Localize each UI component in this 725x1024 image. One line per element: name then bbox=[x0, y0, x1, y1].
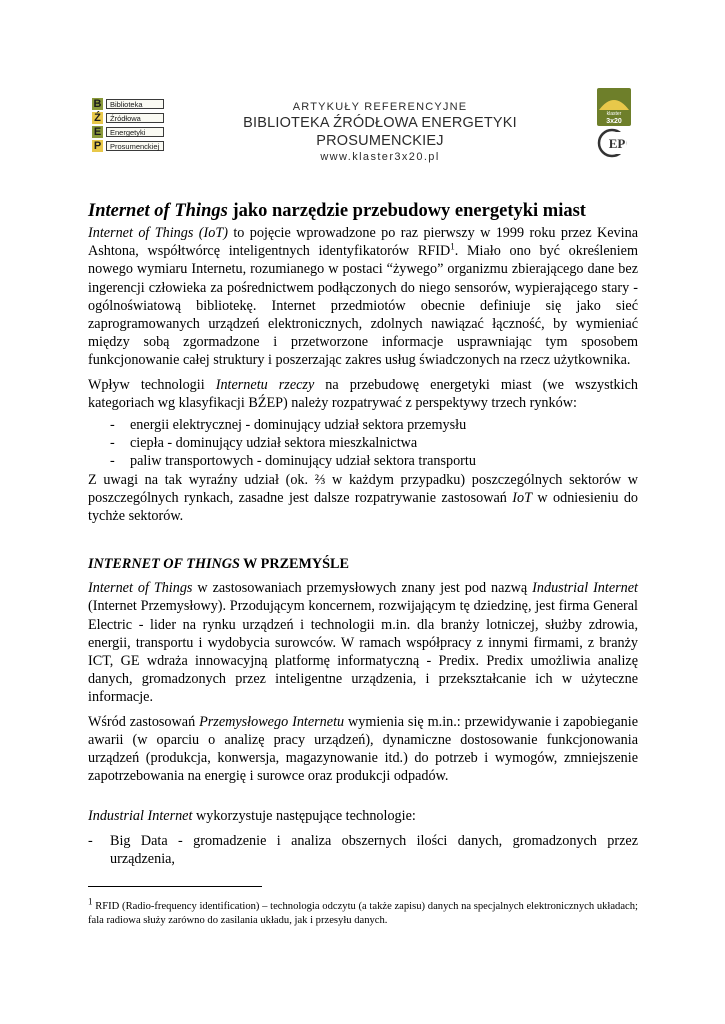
intro-paragraph-3 bbox=[88, 471, 638, 526]
text: na przebudowę energetyki miast (we wszystkich kategoriach wg klasyfikacji BŹEP) należy rozpatrywać z perspektywy trzech rynków: bbox=[88, 376, 638, 411]
bzep-letter: E bbox=[93, 126, 102, 138]
header-title: BIBLIOTEKA ŹRÓDŁOWA ENERGETYKI PROSUMENCKIEJ bbox=[243, 115, 517, 149]
text-italic: Industrial Internet bbox=[88, 808, 193, 825]
section-heading-rest: W PRZEMYŚLE bbox=[239, 556, 349, 573]
klaster-logo-number: 3x20 bbox=[606, 118, 622, 125]
markets-list bbox=[88, 416, 638, 471]
bzep-logo-row bbox=[92, 140, 166, 152]
bullet-dash: - bbox=[110, 453, 115, 470]
intro-paragraph-2 bbox=[88, 376, 638, 412]
text-italic: Przemysłowego Internetu bbox=[199, 713, 345, 730]
page-header bbox=[88, 92, 633, 162]
section-heading bbox=[88, 555, 638, 573]
list-item bbox=[88, 452, 638, 470]
header-kicker: ARTYKUŁY REFERENCYJNE bbox=[292, 101, 468, 113]
section-paragraph-3 bbox=[88, 807, 638, 825]
header-url: www.klaster3x20.pl bbox=[320, 151, 440, 163]
bzep-letter: P bbox=[93, 140, 102, 152]
section-paragraph-2 bbox=[88, 713, 638, 786]
section-heading-italic: INTERNET OF THINGS bbox=[88, 556, 240, 573]
list-item-text: paliw transportowych - dominujący udział sektora transportu bbox=[130, 453, 476, 470]
text: . Miało ono być określeniem nowego wymiaru Internetu, rozumianego w postaci “żywego” organizmu zbierającego dane bez ingerencji człowieka za pośrednictwem podłączonych do niego sensorów, wypierającego stary - ogólnoświatową bibliotekę. Internet przedmiotów obecnie definiuje się jako sieć zaprogramowanych urządzeń elektronicznych, zdolnych nawiązać łączność, by wymieniać między sobą zgormadzone i przetworzone informacje usprawniając tym sposobem funkcjonowanie całej struktury i poszerzając zakres usług świadczonych na rzecz użytkownika. bbox=[88, 243, 639, 369]
list-item-text: ciepła - dominujący udział sektora mieszkalnictwa bbox=[130, 435, 418, 452]
list-item bbox=[88, 434, 638, 452]
text: (Internet Przemysłowy). Przodującym koncernem, rozwijającym tę dziedzinę, jest firma General Electric - lider na rynku urządzeń i technologii m.in. dla branży lotniczej, służby zdrowia, energii, transportu i wydobycia surowców. W ramach współpracy z innymi firmami, z branży ICT, GE wdraża innowacyjną platformę informatyczną - Predix. Predix umożliwia analizę danych, gromadzonych przez inteligentne urządzenia, i przekształcanie ich w użyteczne informacje. bbox=[88, 598, 638, 706]
footnote-divider bbox=[88, 886, 262, 887]
text-italic: Internetu rzeczy bbox=[215, 376, 315, 393]
bullet-dash: - bbox=[110, 417, 115, 434]
text: Wpływ technologii bbox=[88, 376, 216, 393]
list-item bbox=[88, 832, 638, 868]
text-italic: Internet of Things (IoT) bbox=[88, 225, 228, 241]
header-text bbox=[180, 100, 580, 164]
footnote-ref: 1 bbox=[450, 241, 455, 252]
bzep-logo-row bbox=[92, 98, 166, 110]
text: wykorzystuje następujące technologie: bbox=[192, 808, 416, 825]
bzep-letter: B bbox=[93, 98, 102, 110]
article-title-italic: Internet of Things bbox=[88, 201, 228, 221]
text: w zastosowaniach przemysłowych znany jest pod nazwą bbox=[192, 580, 533, 597]
bzep-logo bbox=[92, 98, 166, 152]
list-item bbox=[88, 416, 638, 434]
bzep-logo-row bbox=[92, 126, 166, 138]
article-body bbox=[88, 198, 638, 868]
text: Z uwagi na tak wyraźny udział (ok. ⅔ w każdym przypadku) poszczególnych sektorów w poszczególnych rynkach, zasadne jest dalsze rozpatrywanie zastosowań bbox=[88, 471, 638, 506]
text: to pojęcie wprowadzone po raz pierwszy w 1999 roku przez Kevina Ashtona, współtwórcę inteligentnych identyfikatorów RFID bbox=[88, 225, 638, 260]
bzep-word: Źródłowa bbox=[106, 113, 164, 123]
bzep-letter: Ź bbox=[92, 112, 103, 124]
bzep-word: Prosumenckiej bbox=[106, 141, 164, 151]
article-title bbox=[88, 198, 638, 224]
footnote-text: RFID (Radio-frequency identification) – technologia odczytu (a także zapisu) danych na specjalnych elektronicznych układach; fala radiowa służy zarówno do zasilania układu, jak i przesyłu danych. bbox=[88, 901, 638, 926]
section-paragraph-1 bbox=[88, 579, 638, 706]
bullet-dash: - bbox=[110, 435, 115, 452]
klaster-logo bbox=[595, 88, 633, 162]
text: w odniesieniu do tychże sektorów. bbox=[88, 489, 639, 525]
text: Wśród zastosowań bbox=[88, 713, 200, 730]
bullet-dash: - bbox=[88, 832, 93, 849]
text-italic: Internet of Things bbox=[88, 580, 193, 597]
bzep-word: Energetyki bbox=[106, 127, 164, 137]
list-item-text: energii elektrycznej - dominujący udział sektora przemysłu bbox=[130, 417, 467, 434]
cep-logo-text: EP bbox=[608, 136, 626, 151]
text-italic: IoT bbox=[512, 489, 532, 506]
text: wymienia się m.in.: przewidywanie i zapobieganie awarii (w oparciu o analizę pracy urządzeń), dynamiczne dostosowanie funkcjonowania urządzeń (produkcja, konwersja, magazynowanie itd.) do potrzeb i wymogów, zmniejszenie zapotrzebowania na energię i surowce oraz produkcji odpadów. bbox=[88, 713, 638, 785]
bzep-logo-row bbox=[92, 112, 166, 124]
bzep-word: Biblioteka bbox=[106, 99, 164, 109]
intro-paragraph-1 bbox=[88, 224, 638, 370]
footnote bbox=[88, 896, 638, 928]
list-item-text: Big Data - gromadzenie i analiza obszernych ilości danych, gromadzonych przez urządzenia, bbox=[110, 832, 638, 867]
article-title-rest: jako narzędzie przebudowy energetyki miast bbox=[227, 201, 586, 221]
footnote-mark: 1 bbox=[88, 896, 93, 907]
klaster-logo-text: klaster bbox=[606, 111, 622, 117]
text-italic: Industrial Internet bbox=[532, 580, 638, 597]
